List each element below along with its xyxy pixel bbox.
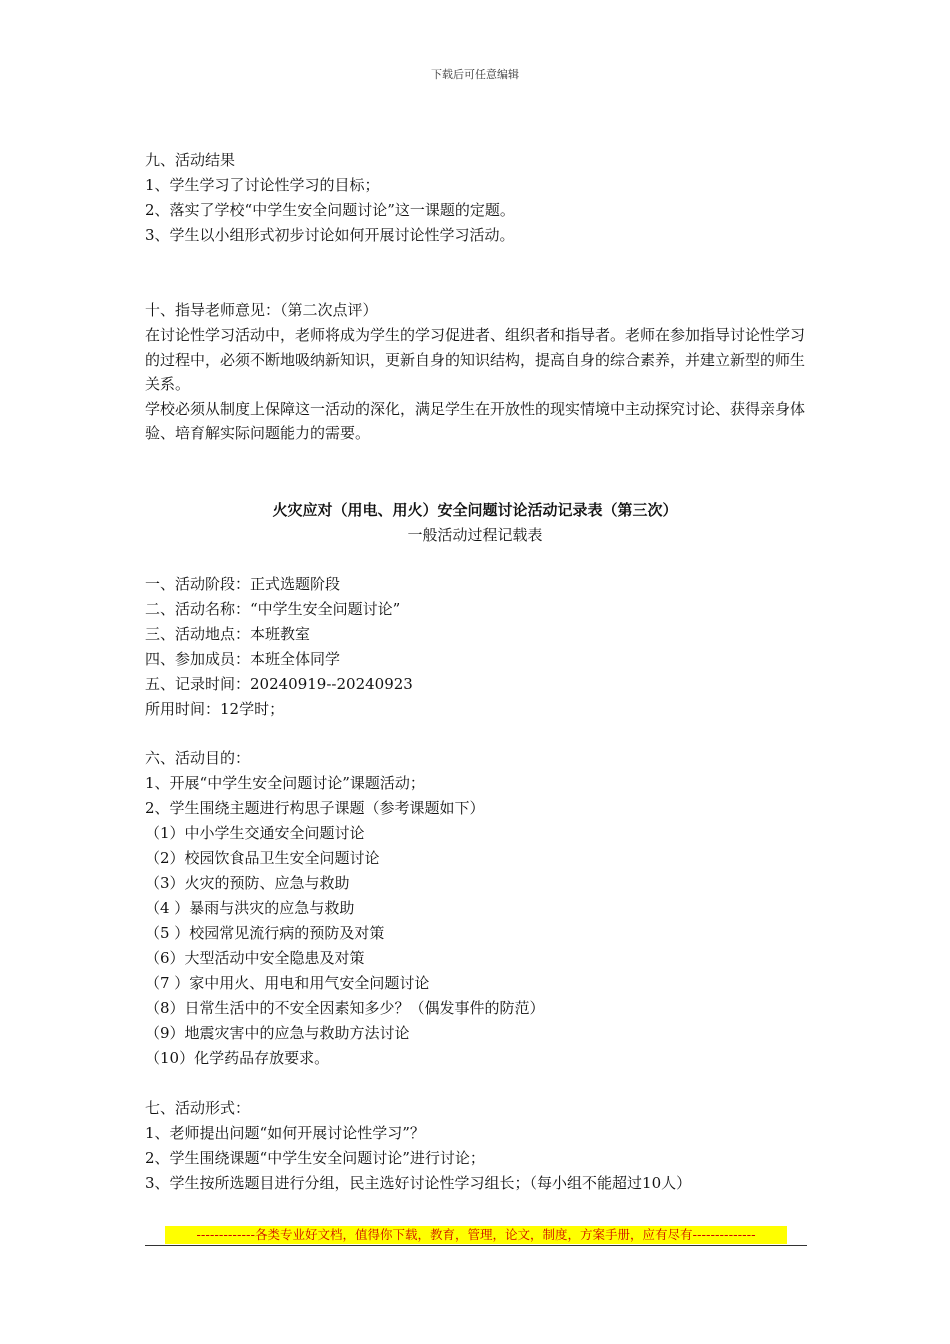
list-item: 3、学生以小组形式初步讨论如何开展讨论性学习活动。 bbox=[145, 226, 515, 244]
section-heading: 六、活动目的： bbox=[145, 749, 251, 767]
list-item: 2、学生围绕课题“中学生安全问题讨论”进行讨论； bbox=[145, 1149, 485, 1167]
section-activity-form bbox=[145, 1096, 815, 1196]
info-line: 二、活动名称：“中学生安全问题讨论” bbox=[145, 600, 401, 618]
paragraph: 在讨论性学习活动中，老师将成为学生的学习促进者、组织者和指导者。老师在参加指导讨论性学习的过程中，必须不断地吸纳新知识，更新自身的知识结构，提高自身的综合素养，并建立新型的师生关系。 bbox=[145, 326, 806, 393]
record-title: 火灾应对（用电、用火）安全问题讨论活动记录表（第三次） bbox=[272, 501, 678, 519]
list-item: （2）校园饮食品卫生安全问题讨论 bbox=[145, 849, 380, 867]
list-item: 1、学生学习了讨论性学习的目标； bbox=[145, 176, 380, 194]
section-teacher-comments bbox=[145, 298, 815, 446]
list-item: （1）中小学生交通安全问题讨论 bbox=[145, 824, 365, 842]
info-line: 五、记录时间：20240919--20240923 bbox=[145, 675, 413, 693]
section-activity-results bbox=[145, 148, 815, 248]
footer-banner: -------------各类专业好文档，值得你下载，教育，管理，论文，制度，方案手册，应有尽有-------------- bbox=[165, 1226, 787, 1244]
footer-divider bbox=[145, 1245, 807, 1246]
page-header: 下载后可任意编辑 bbox=[431, 68, 519, 81]
section-heading: 七、活动形式： bbox=[145, 1099, 251, 1117]
list-item: （3）火灾的预防、应急与救助 bbox=[145, 874, 350, 892]
info-line: 四、参加成员：本班全体同学 bbox=[145, 650, 341, 668]
list-item: 2、落实了学校“中学生安全问题讨论”这一课题的定题。 bbox=[145, 201, 515, 219]
list-item: 2、学生围绕主题进行构思子课题（参考课题如下） bbox=[145, 799, 485, 817]
list-item: 3、学生按所选题目进行分组，民主选好讨论性学习组长；（每小组不能超过10人） bbox=[145, 1174, 692, 1192]
info-line: 一、活动阶段：正式选题阶段 bbox=[145, 575, 341, 593]
section-heading: 十、指导老师意见：（第二次点评） bbox=[145, 301, 378, 319]
paragraph: 学校必须从制度上保障这一活动的深化，满足学生在开放性的现实情境中主动探究讨论、获得亲身体验、培育解实际问题能力的需要。 bbox=[145, 399, 806, 442]
list-item: （5 ）校园常见流行病的预防及对策 bbox=[145, 924, 385, 942]
list-item: 1、老师提出问题“如何开展讨论性学习”？ bbox=[145, 1124, 425, 1142]
list-item: （8）日常生活中的不安全因素知多少？（偶发事件的防范） bbox=[145, 999, 545, 1017]
list-item: （4 ）暴雨与洪灾的应急与救助 bbox=[145, 899, 355, 917]
list-item: （6）大型活动中安全隐患及对策 bbox=[145, 949, 365, 967]
list-item: （10）化学药品存放要求。 bbox=[145, 1049, 330, 1067]
section-heading: 九、活动结果 bbox=[145, 151, 236, 169]
info-line: 三、活动地点：本班教室 bbox=[145, 625, 311, 643]
list-item: （7 ）家中用火、用电和用气安全问题讨论 bbox=[145, 974, 430, 992]
list-item: （9）地震灾害中的应急与救助方法讨论 bbox=[145, 1024, 410, 1042]
section-activity-purpose bbox=[145, 746, 815, 1071]
info-line: 所用时间：12学时； bbox=[145, 700, 285, 718]
list-item: 1、开展“中学生安全问题讨论”课题活动； bbox=[145, 774, 425, 792]
record-info bbox=[145, 572, 815, 722]
record-subtitle: 一般活动过程记载表 bbox=[407, 526, 543, 544]
